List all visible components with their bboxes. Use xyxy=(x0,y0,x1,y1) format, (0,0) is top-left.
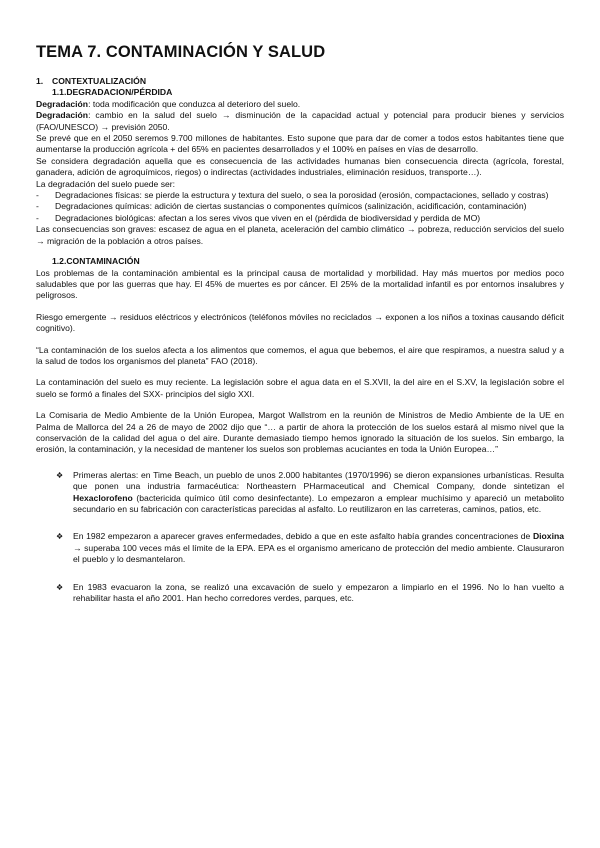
diamond-bullet-icon: ❖ xyxy=(56,532,64,542)
list-item: - Degradaciones físicas: se pierde la estructura y textura del suelo, o sea la porosidad (erosión, compactaciones, sellado y costras) xyxy=(36,190,564,201)
list-item xyxy=(36,582,564,605)
degradation-types-list xyxy=(36,190,564,224)
definition-text: : toda modificación que conduzca al deterioro del suelo. xyxy=(88,98,301,109)
paragraph-riesgo: Riesgo emergente → residuos eléctricos y electrónicos (teléfonos móviles no reciclados → exponen a los niños a toxinas causando déficit cognitivo). xyxy=(36,311,564,334)
list-item: - Degradaciones biológicas: afectan a los seres vivos que viven en el (pérdida de biodiversidad y perdida de MO) xyxy=(36,213,564,224)
list-item: - Degradaciones químicas: adición de ciertas sustancias o componentes químicos (salinización, acidificación, contaminación) xyxy=(36,201,564,212)
list-item xyxy=(36,470,564,516)
list-item xyxy=(36,531,564,565)
page-title: TEMA 7. CONTAMINACIÓN Y SALUD xyxy=(36,43,326,61)
list-text: Primeras alertas: en Time Beach, un pueblo de unos 2.000 habitantes (1970/1996) se dieron expansiones urbanísticas. Resulta que ponen una industria farmacéutica: Northeastern PHarmaceutical and Chemical Company, donde sintetizan el xyxy=(73,469,564,492)
subsection-number: 1.1. xyxy=(52,87,67,98)
list-text: En 1983 evacuaron la zona, se realizó una excavación de suelo y empezaron a limpiarlo en el 1996. No lo han vuelto a rehabilitar hasta el año 2001. Han hecho corredores verdes, parques, etc. xyxy=(73,581,564,604)
definition-text: : cambio en la salud del suelo → disminución de la capacidad actual y potencial para producir bienes y servicios (FAO/UNESCO) → previsión 2050. xyxy=(36,110,564,132)
list-text: (bactericida químico útil como desinfectante). Lo empezaron a emplear muchísimo y apareció un metabolito secundario en su fabricación con características parecidas al asfalto. Lo reutilizaron en las carreteras, caminos, patios, etc. xyxy=(73,492,564,514)
section-heading-contextualizacion xyxy=(36,76,564,87)
subsection-heading-contaminacion xyxy=(52,256,564,267)
paragraph-consecuencias: Las consecuencias son graves: escasez de agua en el planeta, aceleración del cambio climático → pobreza, reducción servicios del suelo → migración de la población a otros países. xyxy=(36,224,564,246)
paragraph-prevision: Se prevé que en el 2050 seremos 9.700 millones de habitantes. Esto supone que para dar de comer a todos estos habitantes tiene que aumentarse la producción agrícola + del 65% en pacientes desarrollados y el 100% en países en vías de desarrollo. xyxy=(36,133,564,155)
term: Degradación xyxy=(36,110,89,121)
paragraph-consideracion: Se considera degradación aquella que es consecuencia de las actividades humanas bien consecuencia directa (agrícola, forestal, ganadera, adición de agroquímicos, riegos) o indirectas (actividades industriales, eliminación residuos, transporte…). xyxy=(36,155,564,178)
paragraph-tipos-intro: La degradación del suelo puede ser: xyxy=(36,178,176,189)
subsection-number: 1.2. xyxy=(52,256,67,267)
diamond-bullet-icon: ❖ xyxy=(56,582,64,592)
paragraph-legislacion: La contaminación del suelo es muy reciente. La legislación sobre el agua data en el S.XVII, la del aire en el S.XV, la legislación sobre el suelo se formó a finales del SXX- principios del siglo XXI. xyxy=(36,377,564,399)
highlight-term: Dioxina xyxy=(532,531,564,542)
highlight-term: Hexaclorofeno xyxy=(73,492,133,503)
paragraph-cita-fao: “La contaminación de los suelos afecta a los alimentos que comemos, el agua que bebemos, el aire que respiramos, a nuestra salud y a la salud de todos los organismos del planeta” FAO (2018). xyxy=(36,344,564,366)
paragraph-definition-2 xyxy=(36,110,564,133)
paragraph-problemas: Los problemas de la contaminación ambiental es la principal causa de mortalidad y morbilidad. Hay más muertos por medios poco saludables que por las guerras que hay. El 45% de muertes es por cáncer. El 25% de la mortalidad infantil es por entornos insalubres y peligrosos. xyxy=(36,267,564,301)
subsection-heading-text: DEGRADACION/PÉRDIDA xyxy=(66,87,173,98)
term: Degradación xyxy=(36,98,89,109)
section-number: 1. xyxy=(36,76,44,86)
list-text: En 1982 empezaron a aparecer graves enfermedades, debido a que en este asfalto había grandes concentraciones de xyxy=(73,531,533,542)
subsection-heading-text: CONTAMINACIÓN xyxy=(66,256,140,267)
subsection-heading-degradacion xyxy=(52,87,564,98)
list-text: → superaba 100 veces más el límite de la EPA. EPA es el organismo americano de protección del medio ambiente. Clausuraron el pueblo y lo desmantelaron. xyxy=(73,542,564,565)
paragraph-definition-1 xyxy=(36,99,564,110)
section-heading-text: CONTEXTUALIZACIÓN xyxy=(52,76,147,86)
diamond-bullet-icon: ❖ xyxy=(56,470,64,480)
case-list xyxy=(36,470,564,605)
paragraph-comisaria: La Comisaria de Medio Ambiente de la Unión Europea, Margot Wallstrom en la reunión de Ministros de Medio Ambiente de la UE en Palma de Mallorca del 24 a 26 de mayo de 2002 dijo que “… a partir de ahora la protección de los suelos estará al mismo nivel que la conservación de la calidad del agua o del aire. Durante demasiado tiempo hemos ignorado la situación de los suelos. Sin embargo, la erosión, la contaminación, y la necesidad de mantener los suelos son problemas acuciantes en toda la Unión Europea…” xyxy=(36,410,564,455)
